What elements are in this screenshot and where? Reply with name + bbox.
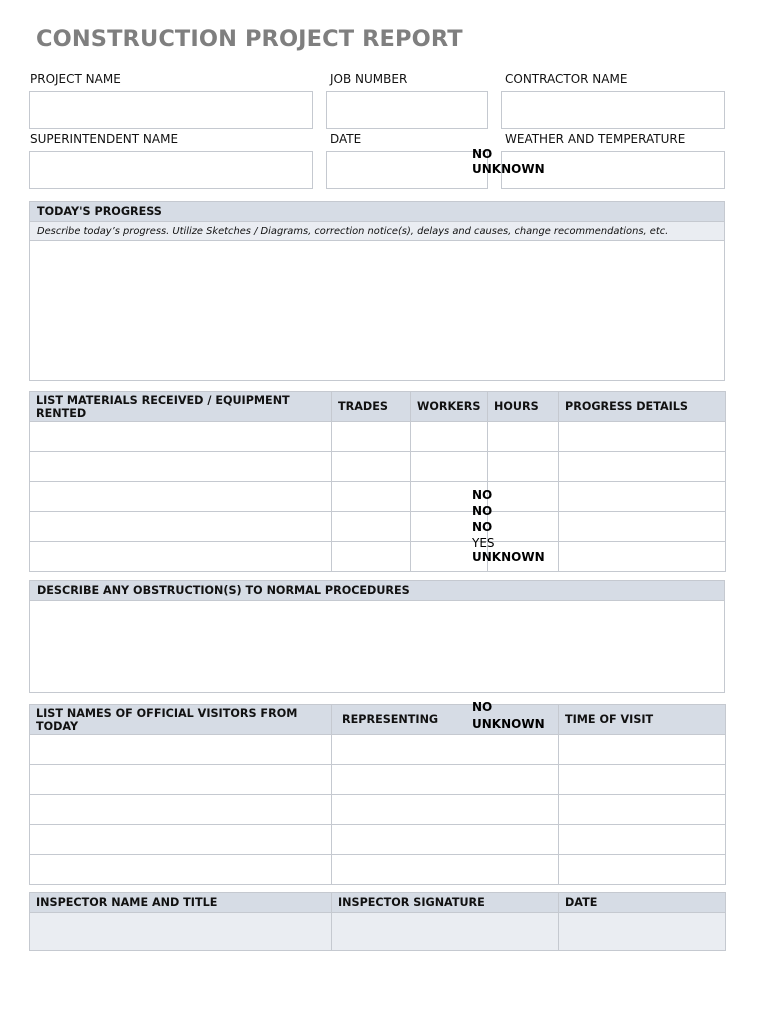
materials-option-no-2: NO [472,504,493,518]
table-cell[interactable] [332,542,411,572]
table-cell[interactable] [332,765,559,795]
inspector-name-field[interactable] [30,913,332,951]
trades-header: TRADES [332,392,411,422]
table-cell[interactable] [559,855,726,885]
table-row [30,452,726,482]
inspector-date-header: DATE [559,893,726,913]
table-row [30,795,726,825]
table-cell[interactable] [332,512,411,542]
table-cell[interactable] [559,765,726,795]
table-cell[interactable] [30,542,332,572]
table-cell[interactable] [559,512,726,542]
table-cell[interactable] [488,422,559,452]
table-row [30,825,726,855]
inspector-signature-field[interactable] [332,913,559,951]
table-cell[interactable] [332,482,411,512]
materials-option-no-3: NO [472,520,493,534]
table-cell[interactable] [559,825,726,855]
weather-option-unknown: UNKNOWN [472,162,545,176]
todays-progress-input[interactable] [30,241,724,379]
date-label: DATE [330,132,362,146]
table-row [30,482,726,512]
table-cell[interactable] [30,855,332,885]
table-row [30,913,726,951]
contractor-name-field[interactable] [501,91,725,129]
table-cell[interactable] [488,512,559,542]
materials-header: LIST MATERIALS RECEIVED / EQUIPMENT RENTED [30,392,332,422]
table-cell[interactable] [30,482,332,512]
table-cell[interactable] [559,482,726,512]
weather-option-no: NO [472,147,493,161]
table-cell[interactable] [332,735,559,765]
table-cell[interactable] [559,735,726,765]
materials-option-no-1: NO [472,488,493,502]
time-of-visit-header: TIME OF VISIT [559,705,726,735]
inspector-name-header: INSPECTOR NAME AND TITLE [30,893,332,913]
table-cell[interactable] [30,795,332,825]
inspector-date-field[interactable] [559,913,726,951]
table-cell[interactable] [30,765,332,795]
table-cell[interactable] [488,452,559,482]
job-number-label: JOB NUMBER [330,72,408,86]
table-cell[interactable] [411,452,488,482]
materials-option-yes: YES [472,536,495,550]
table-cell[interactable] [30,452,332,482]
table-cell[interactable] [332,422,411,452]
table-cell[interactable] [30,735,332,765]
table-cell[interactable] [332,855,559,885]
table-row [30,422,726,452]
weather-label: WEATHER AND TEMPERATURE [505,132,686,146]
obstructions-header: DESCRIBE ANY OBSTRUCTION(S) TO NORMAL PROCEDURES [30,581,724,601]
visitors-header: LIST NAMES OF OFFICIAL VISITORS FROM TODAY [30,705,332,735]
hours-header: HOURS [488,392,559,422]
table-row [30,512,726,542]
materials-table [29,391,726,572]
table-cell[interactable] [30,422,332,452]
todays-progress-instructions: Describe today’s progress. Utilize Sketches / Diagrams, correction notice(s), delays and causes, change recommendations, etc. [30,222,724,241]
table-row [30,855,726,885]
table-cell[interactable] [411,422,488,452]
contractor-name-label: CONTRACTOR NAME [505,72,628,86]
todays-progress-header: TODAY'S PROGRESS [30,202,724,222]
workers-header: WORKERS [411,392,488,422]
table-row [30,542,726,572]
table-cell[interactable] [559,452,726,482]
representing-header: REPRESENTING [332,705,559,735]
table-cell[interactable] [559,795,726,825]
table-cell[interactable] [332,825,559,855]
page-title: CONSTRUCTION PROJECT REPORT [36,26,463,52]
obstructions-section [29,580,725,693]
date-field[interactable] [326,151,488,189]
project-name-label: PROJECT NAME [30,72,121,86]
superintendent-name-field[interactable] [29,151,313,189]
table-cell[interactable] [559,422,726,452]
table-cell[interactable] [488,482,559,512]
table-row [30,765,726,795]
materials-option-unknown: UNKNOWN [472,550,545,564]
progress-details-header: PROGRESS DETAILS [559,392,726,422]
visitors-option-no: NO [472,700,493,714]
table-cell[interactable] [332,795,559,825]
todays-progress-section [29,201,725,381]
obstructions-input[interactable] [30,601,724,692]
table-cell[interactable] [332,452,411,482]
superintendent-name-label: SUPERINTENDENT NAME [30,132,179,146]
visitors-table [29,704,726,885]
table-cell[interactable] [30,512,332,542]
job-number-field[interactable] [326,91,488,129]
inspector-table [29,892,726,951]
project-name-field[interactable] [29,91,313,129]
inspector-signature-header: INSPECTOR SIGNATURE [332,893,559,913]
visitors-option-unknown: UNKNOWN [472,717,545,731]
table-row [30,735,726,765]
table-cell[interactable] [30,825,332,855]
table-cell[interactable] [559,542,726,572]
